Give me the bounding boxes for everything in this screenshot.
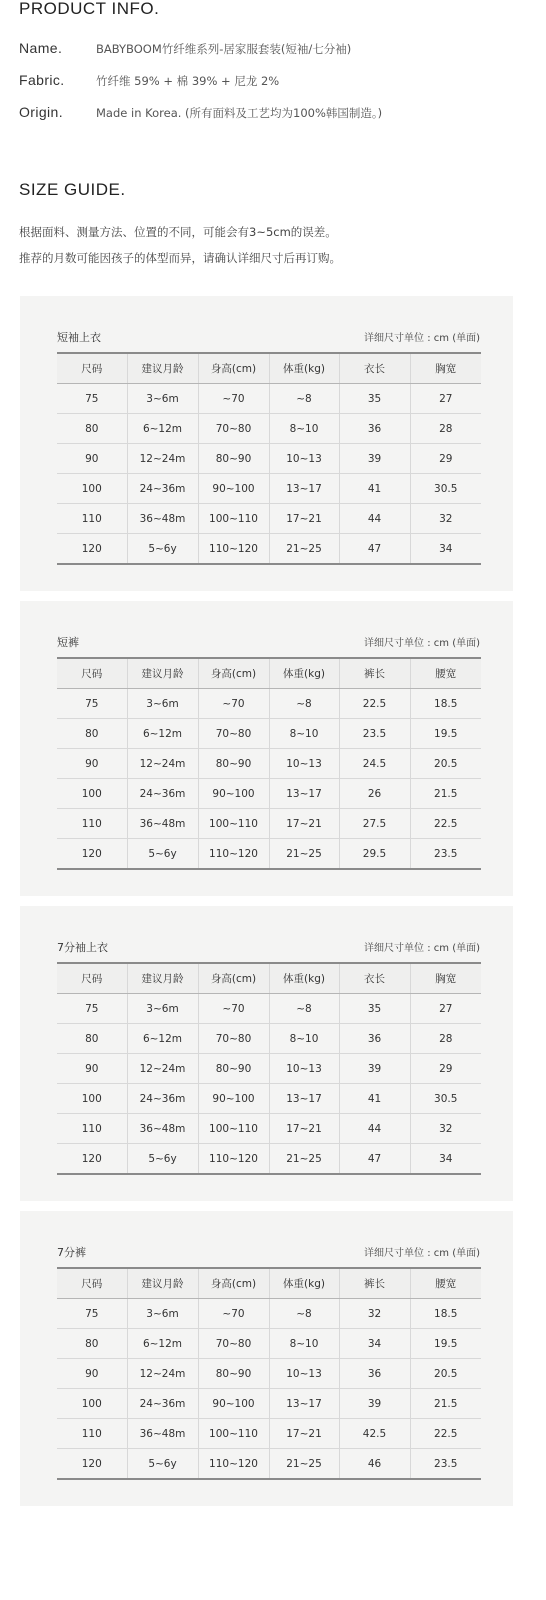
table-cell: 44: [339, 1114, 410, 1144]
table-cell: 80: [57, 719, 127, 749]
table-cell: 28: [410, 414, 481, 444]
table-cell: 24~36m: [127, 474, 198, 504]
table-row: [57, 1449, 481, 1480]
column-header: 身高(cm): [198, 963, 269, 994]
table-cell: 36: [339, 1024, 410, 1054]
table-cell: 5~6y: [127, 534, 198, 565]
column-header: 体重(kg): [269, 353, 339, 384]
table-cell: 6~12m: [127, 414, 198, 444]
table-title: 短裤: [57, 636, 79, 649]
table-cell: ~8: [269, 689, 339, 719]
column-header: 体重(kg): [269, 658, 339, 689]
table-cell: 75: [57, 994, 127, 1024]
table-cell: 19.5: [410, 719, 481, 749]
table-cell: 10~13: [269, 444, 339, 474]
table-cell: 110: [57, 504, 127, 534]
table-cell: 23.5: [410, 839, 481, 870]
table-cell: 3~6m: [127, 384, 198, 414]
table-cell: 39: [339, 444, 410, 474]
table-cell: 80: [57, 414, 127, 444]
table-cell: 30.5: [410, 474, 481, 504]
column-header: 衣长: [339, 963, 410, 994]
table-cell: 110~120: [198, 1144, 269, 1175]
table-cell: 39: [339, 1054, 410, 1084]
table-cell: 34: [410, 1144, 481, 1175]
size-table: [57, 1267, 481, 1480]
table-cell: 8~10: [269, 414, 339, 444]
table-header-row: [57, 658, 481, 689]
table-cell: 47: [339, 1144, 410, 1175]
table-cell: 27: [410, 994, 481, 1024]
size-note-recommendation: 推荐的月数可能因孩子的体型而异，请确认详细尺寸后再订购。: [19, 251, 341, 265]
column-header: 身高(cm): [198, 658, 269, 689]
table-cell: 75: [57, 689, 127, 719]
table-cell: 8~10: [269, 1329, 339, 1359]
table-cell: 34: [339, 1329, 410, 1359]
table-cell: 27.5: [339, 809, 410, 839]
table-row: [57, 1359, 481, 1389]
table-cell: 90~100: [198, 779, 269, 809]
table-cell: 6~12m: [127, 1329, 198, 1359]
table-row: [57, 749, 481, 779]
column-header: 尺码: [57, 353, 127, 384]
table-cell: 100: [57, 1084, 127, 1114]
table-cell: 20.5: [410, 1359, 481, 1389]
table-cell: 36: [339, 414, 410, 444]
column-header: 体重(kg): [269, 963, 339, 994]
table-cell: 34: [410, 534, 481, 565]
table-cell: 22.5: [410, 1419, 481, 1449]
table-cell: 120: [57, 839, 127, 870]
table-cell: 90~100: [198, 474, 269, 504]
table-cell: 24~36m: [127, 1084, 198, 1114]
table-cell: 110: [57, 1114, 127, 1144]
table-cell: 21.5: [410, 1389, 481, 1419]
table-cell: 17~21: [269, 1114, 339, 1144]
table-cell: 12~24m: [127, 1359, 198, 1389]
table-cell: 100~110: [198, 1419, 269, 1449]
table-cell: ~70: [198, 384, 269, 414]
table-cell: 90~100: [198, 1389, 269, 1419]
table-cell: 10~13: [269, 1054, 339, 1084]
column-header: 建议月龄: [127, 1268, 198, 1299]
table-cell: 6~12m: [127, 1024, 198, 1054]
table-cell: 17~21: [269, 504, 339, 534]
table-cell: 120: [57, 1449, 127, 1480]
table-cell: 70~80: [198, 1329, 269, 1359]
size-table-card-short-sleeve-top: [20, 296, 513, 591]
column-header: 建议月龄: [127, 963, 198, 994]
table-cell: 5~6y: [127, 839, 198, 870]
table-row: [57, 1024, 481, 1054]
column-header: 身高(cm): [198, 353, 269, 384]
table-cell: 90: [57, 749, 127, 779]
table-cell: 35: [339, 994, 410, 1024]
table-cell: 21~25: [269, 839, 339, 870]
table-cell: 70~80: [198, 719, 269, 749]
table-cell: 44: [339, 504, 410, 534]
table-cell: 47: [339, 534, 410, 565]
table-row: [57, 809, 481, 839]
table-cell: 13~17: [269, 474, 339, 504]
table-cell: 90: [57, 1359, 127, 1389]
name-value: BABYBOOM竹纤维系列-居家服套装(短袖/七分袖): [96, 42, 352, 56]
table-cell: 13~17: [269, 1389, 339, 1419]
table-cell: 100: [57, 1389, 127, 1419]
table-cell: 19.5: [410, 1329, 481, 1359]
unit-label: 详细尺寸单位 : cm (单面): [364, 943, 480, 954]
size-table: [57, 962, 481, 1175]
table-row: [57, 1329, 481, 1359]
table-cell: ~70: [198, 1299, 269, 1329]
table-title: 7分袖上衣: [57, 941, 108, 954]
column-header: 尺码: [57, 658, 127, 689]
table-cell: 36~48m: [127, 809, 198, 839]
table-row: [57, 384, 481, 414]
table-cell: 100~110: [198, 809, 269, 839]
table-cell: 32: [410, 504, 481, 534]
column-header: 体重(kg): [269, 1268, 339, 1299]
table-row: [57, 1054, 481, 1084]
product-info-title: PRODUCT INFO.: [19, 0, 160, 18]
info-row-name: [19, 40, 539, 60]
table-cell: 12~24m: [127, 444, 198, 474]
table-cell: 36~48m: [127, 1114, 198, 1144]
table-cell: 28: [410, 1024, 481, 1054]
table-cell: 42.5: [339, 1419, 410, 1449]
table-cell: 80: [57, 1329, 127, 1359]
fabric-label: Fabric.: [19, 72, 65, 88]
table-cell: 17~21: [269, 809, 339, 839]
column-header: 裤长: [339, 658, 410, 689]
table-cell: 17~21: [269, 1419, 339, 1449]
column-header: 腰宽: [410, 1268, 481, 1299]
size-note-tolerance: 根据面料、测量方法、位置的不同，可能会有3~5cm的误差。: [19, 225, 337, 239]
unit-label: 详细尺寸单位 : cm (单面): [364, 333, 480, 344]
column-header: 胸宽: [410, 353, 481, 384]
table-header-row: [57, 963, 481, 994]
table-cell: 46: [339, 1449, 410, 1480]
table-cell: 29: [410, 1054, 481, 1084]
table-row: [57, 1389, 481, 1419]
table-cell: 100~110: [198, 1114, 269, 1144]
table-cell: 80~90: [198, 1054, 269, 1084]
table-cell: 35: [339, 384, 410, 414]
table-row: [57, 444, 481, 474]
table-cell: 26: [339, 779, 410, 809]
table-row: [57, 474, 481, 504]
unit-label: 详细尺寸单位 : cm (单面): [364, 638, 480, 649]
table-row: [57, 1419, 481, 1449]
table-cell: 36: [339, 1359, 410, 1389]
column-header: 腰宽: [410, 658, 481, 689]
table-cell: 75: [57, 1299, 127, 1329]
table-cell: 110: [57, 1419, 127, 1449]
table-cell: 10~13: [269, 1359, 339, 1389]
table-cell: ~8: [269, 1299, 339, 1329]
table-cell: 24~36m: [127, 779, 198, 809]
table-cell: 75: [57, 384, 127, 414]
table-cell: 22.5: [410, 809, 481, 839]
table-cell: 6~12m: [127, 719, 198, 749]
table-cell: 110: [57, 809, 127, 839]
table-cell: 27: [410, 384, 481, 414]
table-row: [57, 719, 481, 749]
info-row-origin: [19, 104, 539, 124]
table-row: [57, 779, 481, 809]
table-cell: 100: [57, 779, 127, 809]
size-table-card-shorts: [20, 601, 513, 896]
column-header: 建议月龄: [127, 658, 198, 689]
table-cell: 30.5: [410, 1084, 481, 1114]
table-cell: 24~36m: [127, 1389, 198, 1419]
size-table: [57, 352, 481, 565]
column-header: 身高(cm): [198, 1268, 269, 1299]
table-cell: 90: [57, 444, 127, 474]
table-cell: 80~90: [198, 444, 269, 474]
table-header-row: [57, 1268, 481, 1299]
table-header-row: [57, 353, 481, 384]
column-header: 胸宽: [410, 963, 481, 994]
size-table-card-three-quarter-pants: [20, 1211, 513, 1506]
table-cell: 3~6m: [127, 689, 198, 719]
table-cell: 29: [410, 444, 481, 474]
table-cell: 5~6y: [127, 1449, 198, 1480]
table-row: [57, 689, 481, 719]
table-cell: 36~48m: [127, 504, 198, 534]
unit-label: 详细尺寸单位 : cm (单面): [364, 1248, 480, 1259]
table-cell: 39: [339, 1389, 410, 1419]
table-row: [57, 504, 481, 534]
column-header: 尺码: [57, 963, 127, 994]
table-title: 短袖上衣: [57, 331, 101, 344]
table-cell: 70~80: [198, 414, 269, 444]
size-table-card-three-quarter-sleeve-top: [20, 906, 513, 1201]
table-cell: 12~24m: [127, 749, 198, 779]
table-row: [57, 994, 481, 1024]
table-cell: 3~6m: [127, 1299, 198, 1329]
table-cell: 90: [57, 1054, 127, 1084]
column-header: 裤长: [339, 1268, 410, 1299]
info-row-fabric: [19, 72, 539, 92]
table-cell: 41: [339, 1084, 410, 1114]
table-cell: 12~24m: [127, 1054, 198, 1084]
table-row: [57, 414, 481, 444]
table-cell: 90~100: [198, 1084, 269, 1114]
origin-label: Origin.: [19, 104, 64, 120]
table-cell: 80~90: [198, 1359, 269, 1389]
column-header: 衣长: [339, 353, 410, 384]
table-cell: 8~10: [269, 1024, 339, 1054]
name-label: Name.: [19, 40, 63, 56]
table-cell: 23.5: [410, 1449, 481, 1480]
table-cell: 3~6m: [127, 994, 198, 1024]
fabric-value: 竹纤维 59% + 棉 39% + 尼龙 2%: [96, 74, 280, 88]
table-cell: 22.5: [339, 689, 410, 719]
table-cell: 100~110: [198, 504, 269, 534]
table-cell: 24.5: [339, 749, 410, 779]
table-cell: 13~17: [269, 1084, 339, 1114]
table-cell: 32: [339, 1299, 410, 1329]
column-header: 建议月龄: [127, 353, 198, 384]
table-row: [57, 1084, 481, 1114]
table-cell: 23.5: [339, 719, 410, 749]
table-cell: 21~25: [269, 534, 339, 565]
origin-value: Made in Korea. (所有面料及工艺均为100%韩国制造。): [96, 106, 383, 120]
table-cell: 120: [57, 1144, 127, 1175]
table-cell: 13~17: [269, 779, 339, 809]
table-cell: 18.5: [410, 689, 481, 719]
table-cell: ~70: [198, 689, 269, 719]
table-cell: 21~25: [269, 1144, 339, 1175]
column-header: 尺码: [57, 1268, 127, 1299]
table-row: [57, 534, 481, 565]
table-cell: 10~13: [269, 749, 339, 779]
table-cell: 5~6y: [127, 1144, 198, 1175]
table-cell: ~8: [269, 384, 339, 414]
table-row: [57, 1114, 481, 1144]
table-cell: 41: [339, 474, 410, 504]
table-cell: 110~120: [198, 839, 269, 870]
table-cell: 80: [57, 1024, 127, 1054]
table-cell: 21~25: [269, 1449, 339, 1480]
table-cell: 36~48m: [127, 1419, 198, 1449]
table-cell: 100: [57, 474, 127, 504]
table-row: [57, 1144, 481, 1175]
table-cell: ~70: [198, 994, 269, 1024]
table-cell: 80~90: [198, 749, 269, 779]
table-cell: 120: [57, 534, 127, 565]
table-cell: 18.5: [410, 1299, 481, 1329]
table-row: [57, 1299, 481, 1329]
table-cell: 110~120: [198, 1449, 269, 1480]
size-guide-title: SIZE GUIDE.: [19, 180, 126, 199]
table-cell: 20.5: [410, 749, 481, 779]
table-cell: ~8: [269, 994, 339, 1024]
table-title: 7分裤: [57, 1246, 86, 1259]
table-cell: 110~120: [198, 534, 269, 565]
table-cell: 70~80: [198, 1024, 269, 1054]
table-cell: 8~10: [269, 719, 339, 749]
table-cell: 32: [410, 1114, 481, 1144]
table-cell: 29.5: [339, 839, 410, 870]
table-cell: 21.5: [410, 779, 481, 809]
table-row: [57, 839, 481, 870]
size-table: [57, 657, 481, 870]
